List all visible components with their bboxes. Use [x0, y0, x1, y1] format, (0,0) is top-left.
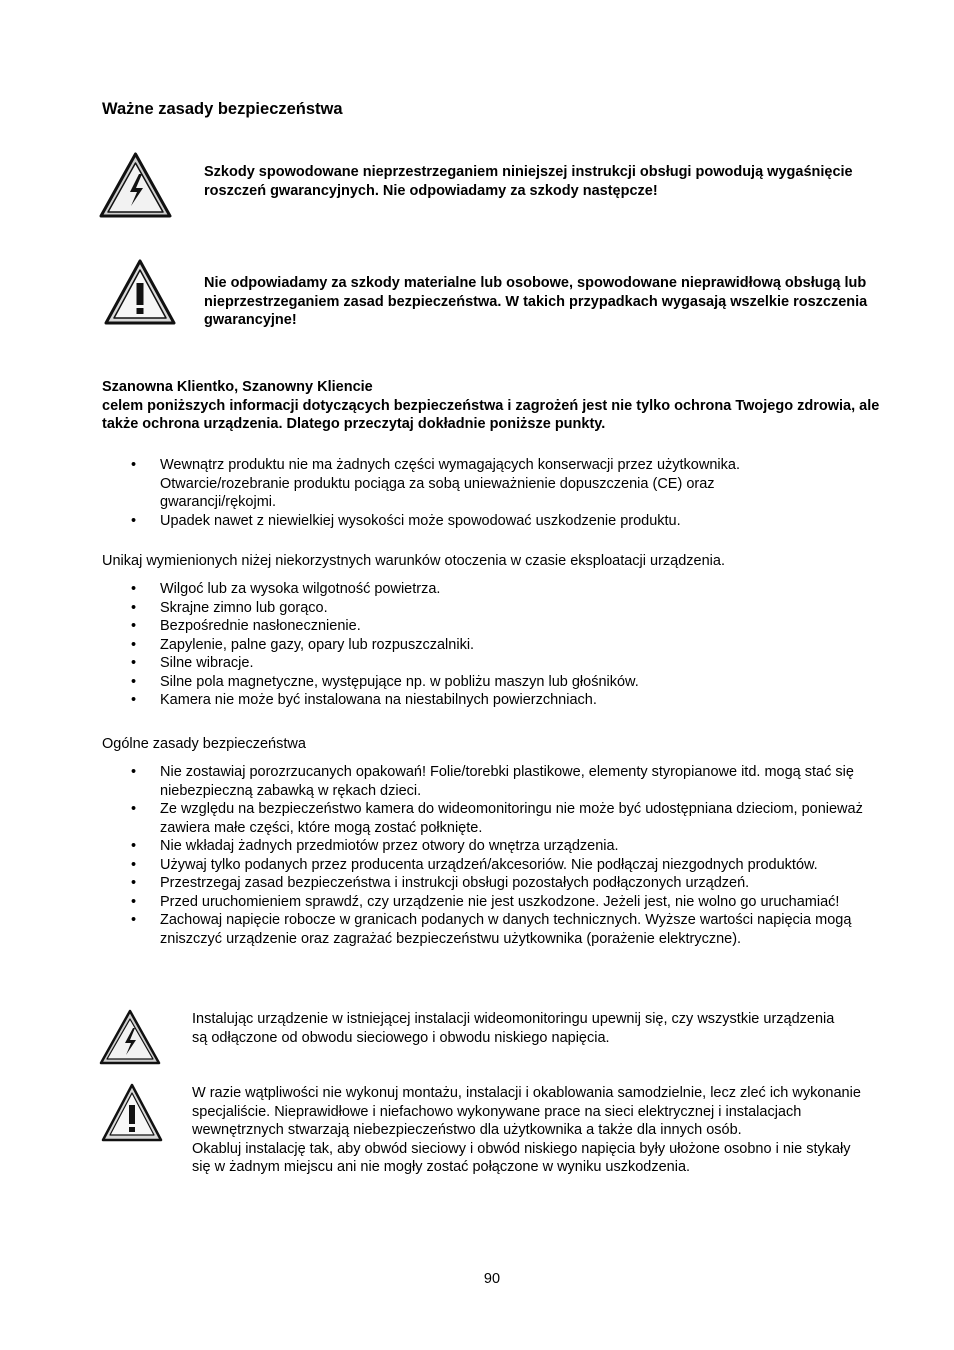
list-item: • Skrajne zimno lub gorąco.	[102, 599, 902, 618]
list-item: • Nie wkładaj żadnych przedmiotów przez otwory do wnętrza urządzenia.	[102, 837, 892, 856]
warning-text: Nie odpowiadamy za szkody materialne lub osobowe, spowodowane nieprawidłową obsługą lub nieprzestrzeganiem zasad bezpieczeństwa. W takich przypadkach wygasają wszelkie roszczenia gwarancyjne!	[204, 275, 868, 328]
list-item: • Wilgoć lub za wysoka wilgotność powietrza.	[102, 580, 902, 599]
page-title: Ważne zasady bezpieczeństwa	[102, 100, 343, 118]
greeting-block	[102, 378, 902, 434]
product-notes-list	[102, 456, 822, 530]
greeting-intro: celem poniższych informacji dotyczących bezpieczeństwa i zagrożeń jest nie tylko ochrona Twojego zdrowia, ale także ochrona urządzenia. Dlatego przeczytaj dokładnie poniższe punkty.	[102, 397, 880, 432]
exclamation-warning-icon	[101, 1083, 163, 1143]
section-title: Ogólne zasady bezpieczeństwa	[102, 736, 306, 752]
list-item: • Kamera nie może być instalowana na niestabilnych powierzchniach.	[102, 691, 902, 710]
list-item: • Przestrzegaj zasad bezpieczeństwa i instrukcji obsługi pozostałych podłączonych urządzeń.	[102, 874, 892, 893]
list-item: • Upadek nawet z niewielkiej wysokości może spowodować uszkodzenie produktu.	[102, 512, 822, 531]
list-item: • Zachowaj napięcie robocze w granicach podanych w danych technicznych. Wyższe wartości napięcia mogą zniszczyć urządzenie oraz zagrażać bezpieczeństwu użytkownika (porażenie elektryczne).	[102, 911, 892, 948]
exclamation-warning-icon	[104, 258, 176, 326]
list-item: • Silne pola magnetyczne, występujące np. w pobliżu maszyn lub głośników.	[102, 673, 902, 692]
environment-intro: Unikaj wymienionych niżej niekorzystnych warunków otoczenia w czasie eksploatacji urządzenia.	[102, 553, 725, 569]
warning-text: Instalując urządzenie w istniejącej instalacji wideomonitoringu upewnij się, czy wszystkie urządzenia są odłączone od obwodu sieciowego i obwodu niskiego napięcia.	[192, 1011, 835, 1046]
warning-text: Okabluj instalację tak, aby obwód sieciowy i obwód niskiego napięcia były ułożone osobno i nie stykały się w żadnym miejscu ani nie mogły zostać połączone w wyniku uszkodzenia.	[192, 1140, 851, 1175]
electric-hazard-icon	[99, 1009, 161, 1065]
list-item: • Ze względu na bezpieczeństwo kamera do wideomonitoringu nie może być udostępniana dzieciom, ponieważ zawiera małe części, które mogą zostać połknięte.	[102, 800, 892, 837]
general-safety-list	[102, 763, 892, 948]
greeting-line: Szanowna Klientko, Szanowny Kliencie	[102, 379, 373, 395]
page-number: 90	[483, 1271, 501, 1287]
warning-text: W razie wątpliwości nie wykonuj montażu, instalacji i okablowania samodzielnie, lecz zleć ich wykonanie specjaliście. Nieprawidłowe i niefachowo wykonywane prace na sieci elektrycznej i instalacjach wewnętrznych stwarzają niebezpieczeństwo dla użytkownika a także dla innych osób.	[192, 1085, 861, 1138]
warning-text: Szkody spowodowane nieprzestrzeganiem niniejszej instrukcji obsługi powodują wygaśnięcie roszczeń gwarancyjnych. Nie odpowiadamy za szkody następcze!	[204, 164, 853, 199]
list-item: • Nie zostawiaj porozrzucanych opakowań! Folie/torebki plastikowe, elementy styropianowe itd. mogą stać się niebezpieczną zabawką w rękach dzieci.	[102, 763, 892, 800]
list-item: • Używaj tylko podanych przez producenta urządzeń/akcesoriów. Nie podłączaj niezgodnych produktów.	[102, 856, 892, 875]
list-item: • Bezpośrednie nasłonecznienie.	[102, 617, 902, 636]
list-item: • Silne wibracje.	[102, 654, 902, 673]
list-item: • Zapylenie, palne gazy, opary lub rozpuszczalniki.	[102, 636, 902, 655]
electric-hazard-icon	[99, 152, 172, 218]
warning-block	[192, 1084, 872, 1177]
list-item: • Przed uruchomieniem sprawdź, czy urządzenie nie jest uszkodzone. Jeżeli jest, nie wolno go uruchamiać!	[102, 893, 892, 912]
list-item: • Wewnątrz produktu nie ma żadnych części wymagających konserwacji przez użytkownika. Otwarcie/rozebranie produktu pociąga za sobą unieważnienie dopuszczenia (CE) oraz gwarancji/rękojmi.	[102, 456, 822, 512]
environment-conditions-list	[102, 580, 902, 710]
